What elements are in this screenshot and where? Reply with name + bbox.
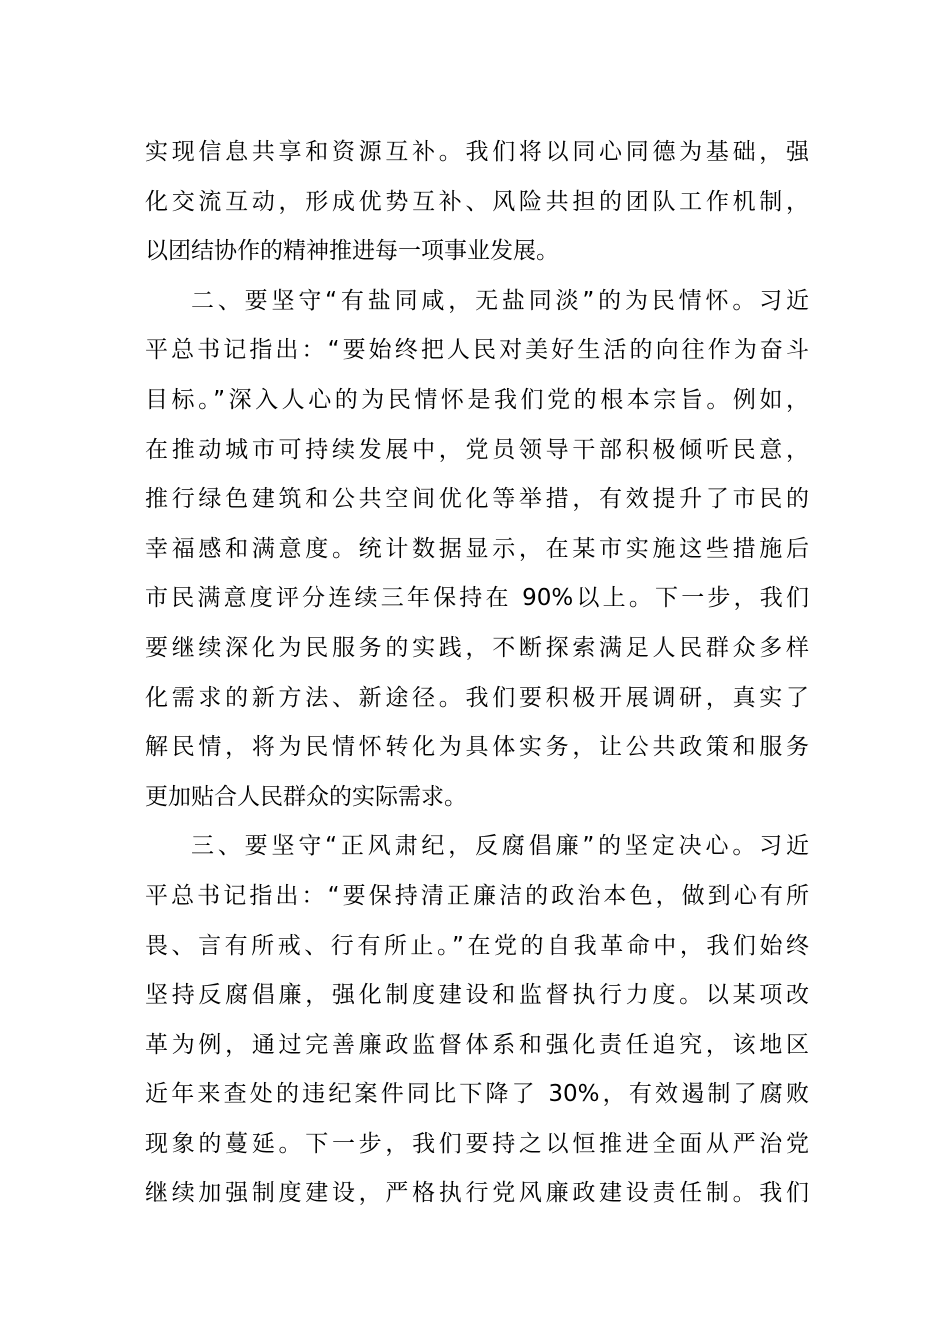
text-line: 坚持反腐倡廉，强化制度建设和监督执行力度。以某项改 [145, 982, 809, 1009]
text-line: 化交流互动，形成优势互补、风险共担的团队工作机制， [145, 188, 809, 215]
text-line: 实现信息共享和资源互补。我们将以同心同德为基础，强 [145, 139, 809, 165]
paragraph-start-line: 二、要坚守“有盐同咸，无盐同淡”的为民情怀。习近 [191, 287, 809, 314]
text-line: 幸福感和满意度。统计数据显示，在某市实施这些措施后 [145, 535, 809, 562]
text-line: 市民满意度评分连续三年保持在 90%以上。下一步，我们 [145, 585, 809, 612]
text-line: 近年来查处的违纪案件同比下降了 30%，有效遏制了腐败 [145, 1081, 809, 1108]
text-line: 畏、言有所戒、行有所止。”在党的自我革命中，我们始终 [145, 932, 809, 959]
text-line: 平总书记指出：“要始终把人民对美好生活的向往作为奋斗 [145, 337, 809, 364]
text-line: 平总书记指出：“要保持清正廉洁的政治本色，做到心有所 [145, 882, 809, 909]
text-line: 要继续深化为民服务的实践，不断探索满足人民群众多样 [145, 634, 809, 661]
text-line: 以团结协作的精神推进每一项事业发展。 [145, 238, 559, 265]
text-line: 更加贴合人民群众的实际需求。 [145, 783, 467, 810]
text-line: 推行绿色建筑和公共空间优化等举措，有效提升了市民的 [145, 486, 809, 513]
text-line: 革为例，通过完善廉政监督体系和强化责任追究，该地区 [145, 1031, 809, 1058]
text-line: 在推动城市可持续发展中，党员领导干部积极倾听民意， [145, 436, 809, 463]
paragraph-start-line: 三、要坚守“正风肃纪，反腐倡廉”的坚定决心。习近 [191, 833, 809, 860]
text-line: 目标。”深入人心的为民情怀是我们党的根本宗旨。例如， [145, 386, 809, 413]
text-line: 现象的蔓延。下一步，我们要持之以恒推进全面从严治党 [145, 1130, 809, 1157]
text-line: 继续加强制度建设，严格执行党风廉政建设责任制。我们 [145, 1180, 809, 1207]
text-line: 解民情，将为民情怀转化为具体实务，让公共政策和服务 [145, 734, 809, 761]
text-line: 化需求的新方法、新途径。我们要积极开展调研，真实了 [145, 684, 809, 711]
document-body-text [145, 128, 809, 1219]
